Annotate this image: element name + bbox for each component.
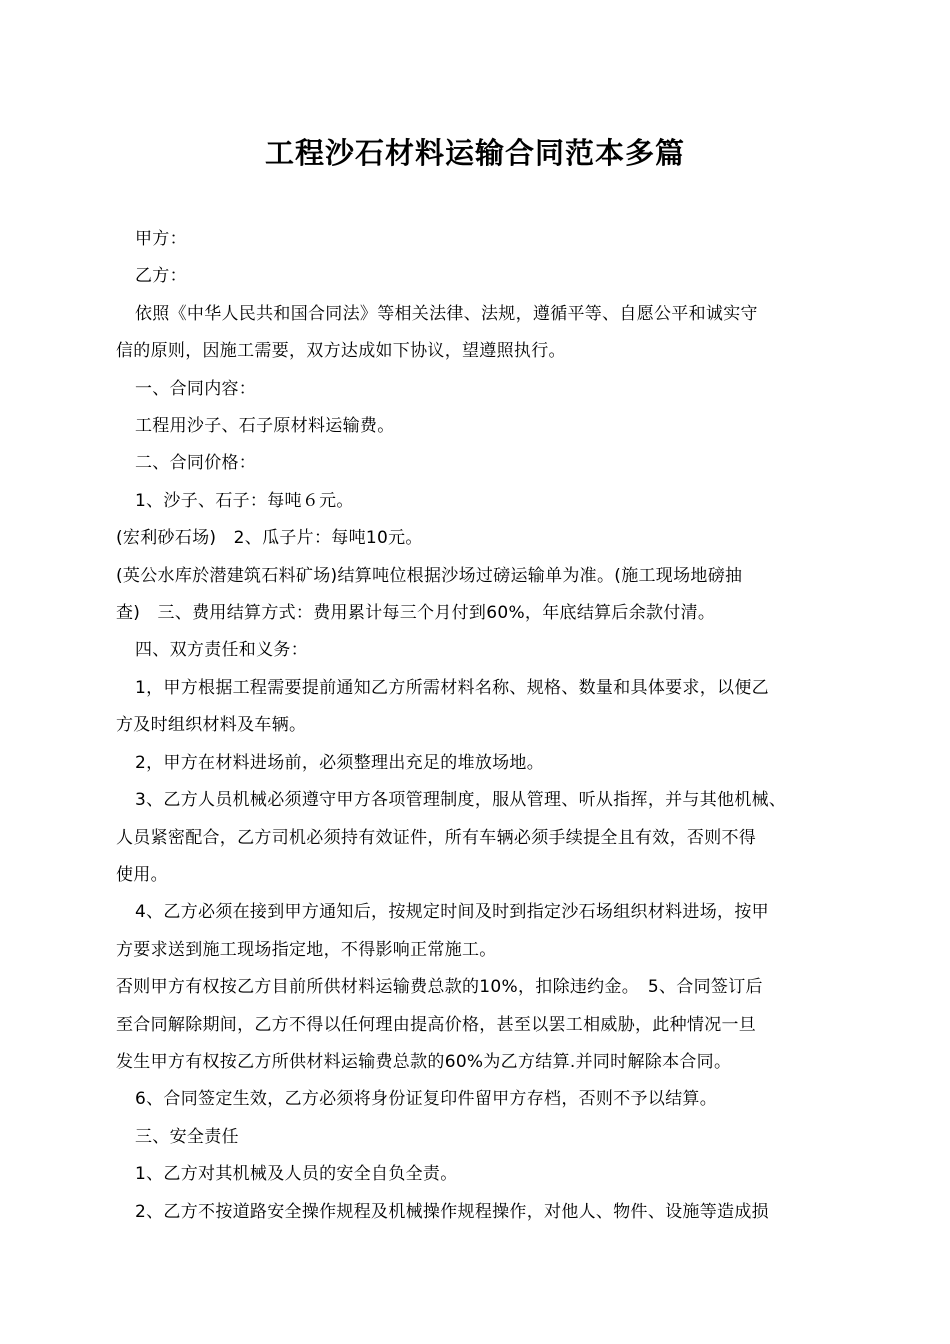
section-heading: 三、安全责任: [135, 1126, 239, 1147]
paragraph-line: 使用。: [116, 864, 168, 885]
paragraph-line: 方要求送到施工现场指定地，不得影响正常施工。: [116, 939, 497, 960]
paragraph-line: 信的原则，因施工需要，双方达成如下协议，望遵照执行。: [116, 341, 566, 362]
party-b-line: 乙方：: [135, 266, 187, 287]
paragraph-line: 1、沙子、石子：每吨６元。: [135, 490, 354, 511]
paragraph-line: 4、乙方必须在接到甲方通知后，按规定时间及时到指定沙石场组织材料进场，按甲: [135, 902, 769, 923]
section-heading: 四、双方责任和义务：: [135, 640, 308, 661]
paragraph-line: (宏利砂石场) 2、瓜子片：每吨10元。: [116, 528, 423, 549]
paragraph-line: 方及时组织材料及车辆。: [116, 715, 307, 736]
party-a-line: 甲方：: [135, 229, 187, 249]
section-heading: 二、合同价格：: [135, 453, 257, 474]
paragraph-line: 至合同解除期间，乙方不得以任何理由提高价格，甚至以罢工相威胁，此种情况一旦: [116, 1014, 757, 1035]
section-heading: 一、合同内容：: [135, 378, 257, 399]
document-title: 工程沙石材料运输合同范本多篇: [264, 136, 685, 170]
paragraph-line: 1、乙方对其机械及人员的安全自负全责。: [135, 1164, 458, 1185]
paragraph-line: (英公水库於潜建筑石料矿场)结算吨位根据沙场过磅运输单为准。(施工现场地磅抽: [116, 565, 743, 586]
paragraph-line: 发生甲方有权按乙方所供材料运输费总款的60%为乙方结算.并同时解除本合同。: [116, 1051, 732, 1072]
paragraph-line: 查) 三、费用结算方式：费用累计每三个月付到60%，年底结算后余款付清。: [116, 603, 716, 624]
paragraph-line: 否则甲方有权按乙方目前所供材料运输费总款的10%，扣除违约金。 5、合同签订后: [116, 977, 763, 998]
paragraph-line: 3、乙方人员机械必须遵守甲方各项管理制度，服从管理、听从指挥，并与其他机械、: [135, 790, 787, 811]
paragraph-line: 6、合同签定生效，乙方必须将身份证复印件留甲方存档，否则不予以结算。: [135, 1089, 718, 1110]
paragraph-line: 人员紧密配合，乙方司机必须持有效证件，所有车辆必须手续提全且有效，否则不得: [116, 827, 757, 848]
paragraph-line: 1，甲方根据工程需要提前通知乙方所需材料名称、规格、数量和具体要求，以便乙: [135, 677, 769, 698]
paragraph-line: 工程用沙子、石子原材料运输费。: [135, 416, 395, 437]
paragraph-line: 依照《中华人民共和国合同法》等相关法律、法规，遵循平等、自愿公平和诚实守: [135, 303, 758, 324]
paragraph-line: 2、乙方不按道路安全操作规程及机械操作规程操作，对他人、物件、设施等造成损: [135, 1201, 769, 1222]
paragraph-line: 2，甲方在材料进场前，必须整理出充足的堆放场地。: [135, 752, 545, 773]
document-body: [116, 221, 836, 1231]
